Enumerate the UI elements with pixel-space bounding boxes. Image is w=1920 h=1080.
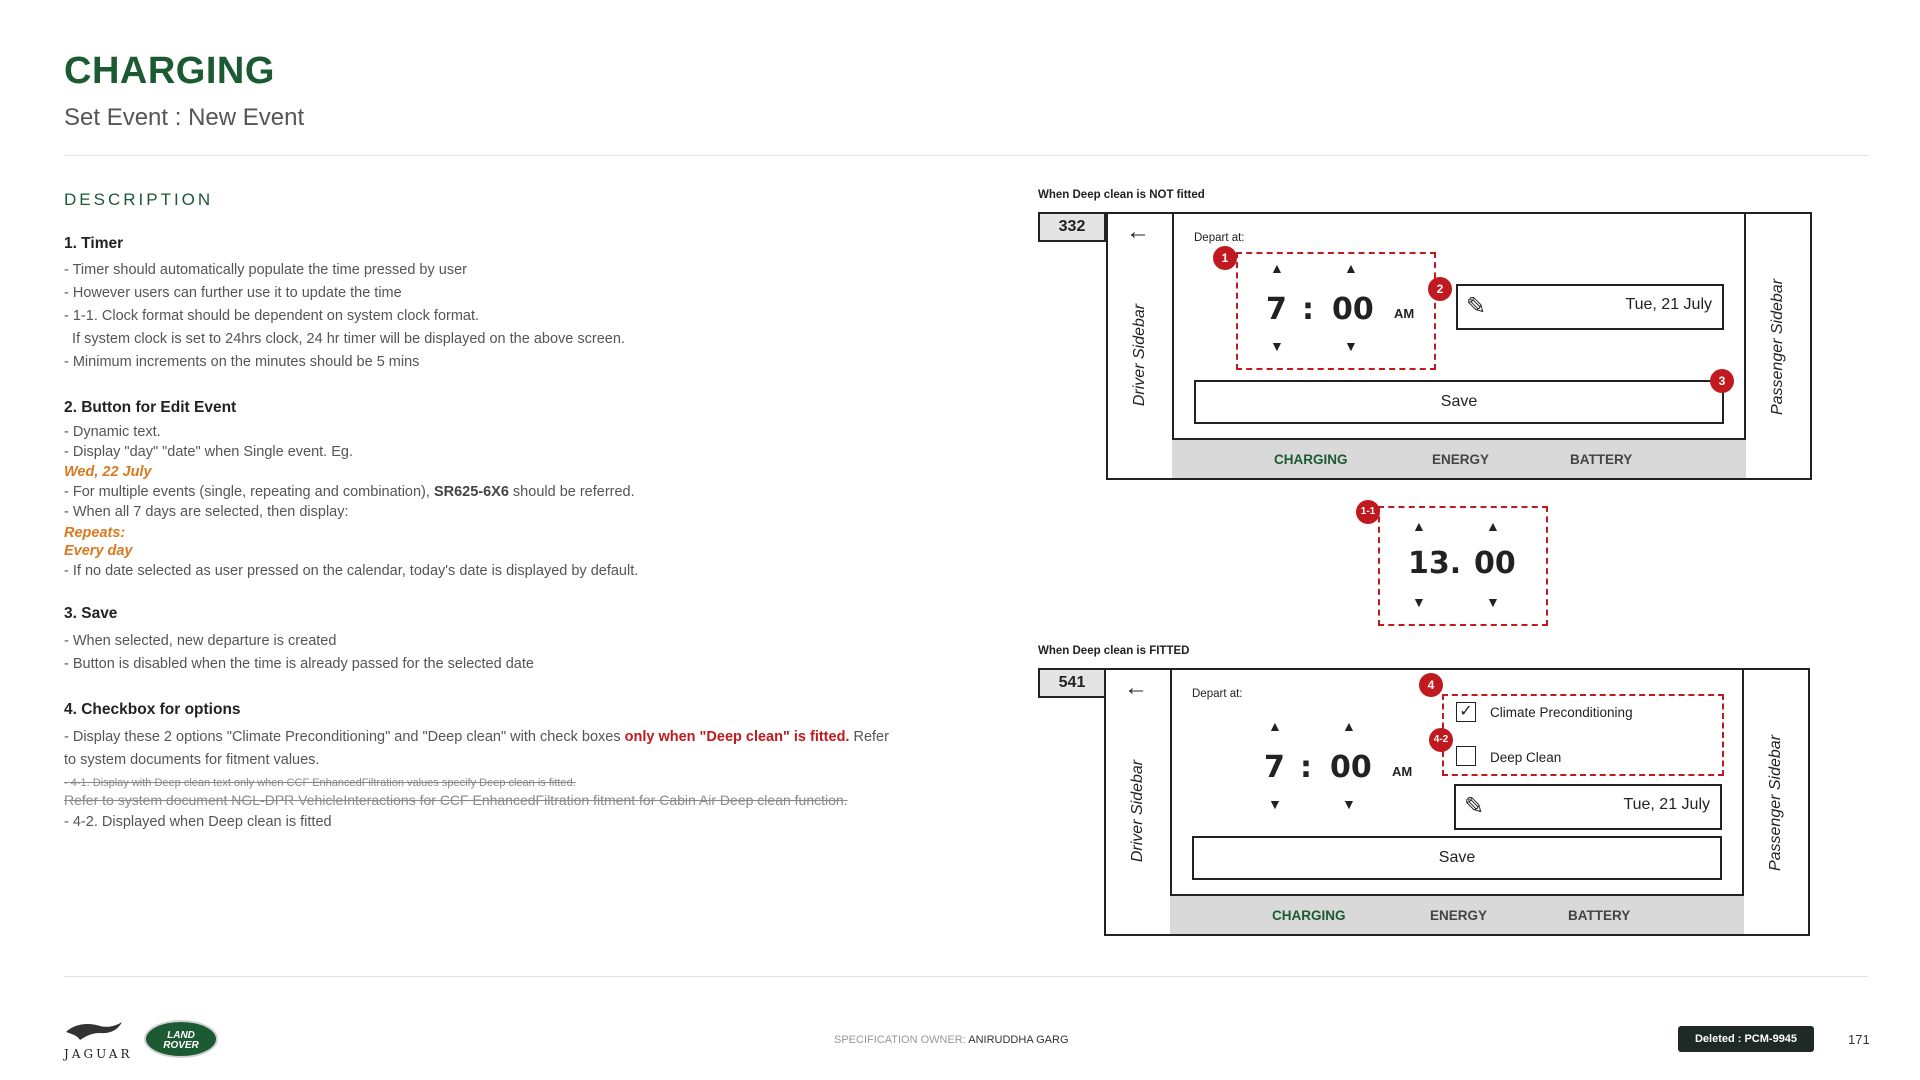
deleted-badge: Deleted : PCM-9945 — [1678, 1026, 1814, 1052]
tab-energy[interactable]: ENERGY — [1432, 452, 1490, 467]
depart-label: Depart at: — [1194, 232, 1245, 244]
time-separator: : — [1302, 292, 1314, 327]
minute-down-arrow-icon[interactable]: ▼ — [1344, 338, 1358, 354]
checkbox-line: - Display these 2 options "Climate Preconditioning" and "Deep clean" with check boxes only when "Deep clean" is fitted. Refer — [64, 729, 889, 745]
save-button[interactable]: Save — [1194, 380, 1724, 424]
tab-battery[interactable]: BATTERY — [1570, 452, 1633, 467]
hour-up-arrow-icon[interactable]: ▲ — [1270, 260, 1284, 276]
section-save-title: 3. Save — [64, 605, 118, 622]
back-arrow-icon[interactable]: ← — [1126, 218, 1150, 245]
climate-preconditioning-label: Climate Preconditioning — [1490, 705, 1633, 720]
tab-bar — [1170, 894, 1744, 934]
timer-24h-annotation — [1378, 506, 1548, 626]
annotation-marker: 2 — [1428, 277, 1452, 301]
pencil-icon: ✎ — [1466, 293, 1487, 320]
minute-up-arrow-icon[interactable]: ▲ — [1486, 518, 1500, 534]
edit-event-button[interactable] — [1456, 284, 1724, 330]
annotation-marker: 4 — [1419, 673, 1443, 697]
page-number: 171 — [1848, 1032, 1870, 1047]
driver-sidebar[interactable]: ← Driver Sidebar — [1106, 670, 1172, 934]
edit-event-line: - Display "day" "date" when Single event. Eg. — [64, 444, 353, 460]
tab-energy[interactable]: ENERGY — [1430, 908, 1488, 923]
hour-down-arrow-icon[interactable]: ▼ — [1412, 594, 1426, 610]
hour-down-arrow-icon[interactable]: ▼ — [1270, 338, 1284, 354]
edit-event-line: - For multiple events (single, repeating and combination), SR625-6X6 should be referred. — [64, 484, 635, 500]
struck-line: Refer to system document NGL-DPR VehicleInteractions for CCF EnhancedFiltration fitment for Cabin Air Deep clean function. — [64, 792, 848, 808]
deep-clean-label: Deep Clean — [1490, 750, 1562, 765]
save-line: - When selected, new departure is created — [64, 633, 337, 649]
minute-up-arrow-icon[interactable]: ▲ — [1344, 260, 1358, 276]
passenger-sidebar[interactable]: Passenger Sidebar — [1744, 214, 1810, 478]
repeats-label: Repeats: — [64, 525, 126, 541]
edit-event-date: Tue, 21 July — [1623, 796, 1710, 813]
pencil-icon: ✎ — [1464, 793, 1485, 820]
header-divider — [64, 155, 1868, 156]
timer-line: - 1-1. Clock format should be dependent on system clock format. — [64, 308, 480, 324]
section-timer-title: 1. Timer — [64, 235, 124, 252]
annotation-marker: 3 — [1710, 369, 1734, 393]
land-rover-logo: LAND ROVER — [144, 1020, 218, 1058]
annotation-marker: 4-2 — [1429, 728, 1453, 752]
tab-bar — [1172, 438, 1746, 478]
tab-battery[interactable]: BATTERY — [1568, 908, 1631, 923]
checkbox-line: to system documents for fitment values. — [64, 752, 320, 768]
hour-value[interactable]: 7 — [1266, 292, 1287, 327]
screen-frame-not-fitted — [1106, 212, 1812, 480]
page-subtitle: Set Event : New Event — [64, 104, 305, 131]
screen-frame-fitted — [1104, 668, 1810, 936]
depart-label: Depart at: — [1192, 688, 1243, 700]
save-button[interactable]: Save — [1192, 836, 1722, 880]
page-title: CHARGING — [64, 50, 275, 92]
timer-line: If system clock is set to 24hrs clock, 24 hr timer will be displayed on the above screen. — [64, 331, 625, 347]
checkbox-line: - 4-2. Displayed when Deep clean is fitted — [64, 814, 332, 830]
footer-divider — [64, 976, 1868, 977]
time-separator: : — [1300, 750, 1312, 785]
edit-event-date: Tue, 21 July — [1625, 296, 1712, 313]
driver-sidebar[interactable]: ← Driver Sidebar — [1108, 214, 1174, 478]
edit-event-line: - When all 7 days are selected, then display: — [64, 504, 349, 520]
edit-event-line: - If no date selected as user pressed on the calendar, today's date is displayed by default. — [64, 563, 639, 579]
hour-value[interactable]: 7 — [1264, 750, 1285, 785]
minute-down-arrow-icon[interactable]: ▼ — [1486, 594, 1500, 610]
spec-reference: SR625-6X6 — [433, 484, 509, 500]
back-arrow-icon[interactable]: ← — [1124, 674, 1148, 701]
hour-up-arrow-icon[interactable]: ▲ — [1412, 518, 1426, 534]
ampm-value[interactable]: AM — [1394, 306, 1415, 321]
every-day-label: Every day — [64, 543, 133, 559]
mockup-not-fitted-label: When Deep clean is NOT fitted — [1038, 189, 1205, 201]
hour-24-value[interactable]: 13. — [1408, 546, 1462, 581]
struck-line: - 4-1. Display with Deep clean text only when CCF EnhancedFiltration values specify Deep clean is fitted. — [64, 777, 576, 789]
annotation-marker: 1-1 — [1356, 500, 1380, 524]
minute-up-arrow-icon[interactable]: ▲ — [1342, 718, 1356, 734]
hour-up-arrow-icon[interactable]: ▲ — [1268, 718, 1282, 734]
passenger-sidebar[interactable]: Passenger Sidebar — [1742, 670, 1808, 934]
tab-charging[interactable]: CHARGING — [1272, 908, 1346, 923]
timer-line: - However users can further use it to update the time — [64, 285, 402, 301]
description-heading: DESCRIPTION — [64, 190, 214, 209]
timer-line: - Timer should automatically populate the time pressed by user — [64, 262, 467, 278]
section-edit-event-title: 2. Button for Edit Event — [64, 399, 237, 416]
deep-clean-checkbox[interactable] — [1456, 746, 1476, 766]
annotation-marker: 1 — [1213, 246, 1237, 270]
minute-value[interactable]: 00 — [1330, 750, 1372, 785]
tab-charging[interactable]: CHARGING — [1274, 452, 1348, 467]
example-date: Wed, 22 July — [64, 464, 152, 480]
climate-preconditioning-checkbox[interactable]: ✓ — [1456, 702, 1476, 722]
screen-id: 541 — [1038, 668, 1106, 698]
mockup-fitted-label: When Deep clean is FITTED — [1038, 645, 1190, 657]
hour-down-arrow-icon[interactable]: ▼ — [1268, 796, 1282, 812]
save-line: - Button is disabled when the time is already passed for the selected date — [64, 656, 534, 672]
edit-event-button[interactable] — [1454, 784, 1722, 830]
minute-value[interactable]: 00 — [1332, 292, 1374, 327]
specification-owner: SPECIFICATION OWNER: ANIRUDDHA GARG — [834, 1034, 1069, 1046]
section-checkbox-title: 4. Checkbox for options — [64, 701, 241, 718]
edit-event-line: - Dynamic text. — [64, 424, 161, 440]
minute-down-arrow-icon[interactable]: ▼ — [1342, 796, 1356, 812]
jaguar-leaper-icon — [64, 1018, 124, 1042]
screen-id: 332 — [1038, 212, 1106, 242]
jaguar-logo: JAGUAR — [64, 1018, 138, 1061]
timer-line: - Minimum increments on the minutes should be 5 mins — [64, 354, 420, 370]
ampm-value[interactable]: AM — [1392, 764, 1413, 779]
minute-value[interactable]: 00 — [1474, 546, 1516, 581]
